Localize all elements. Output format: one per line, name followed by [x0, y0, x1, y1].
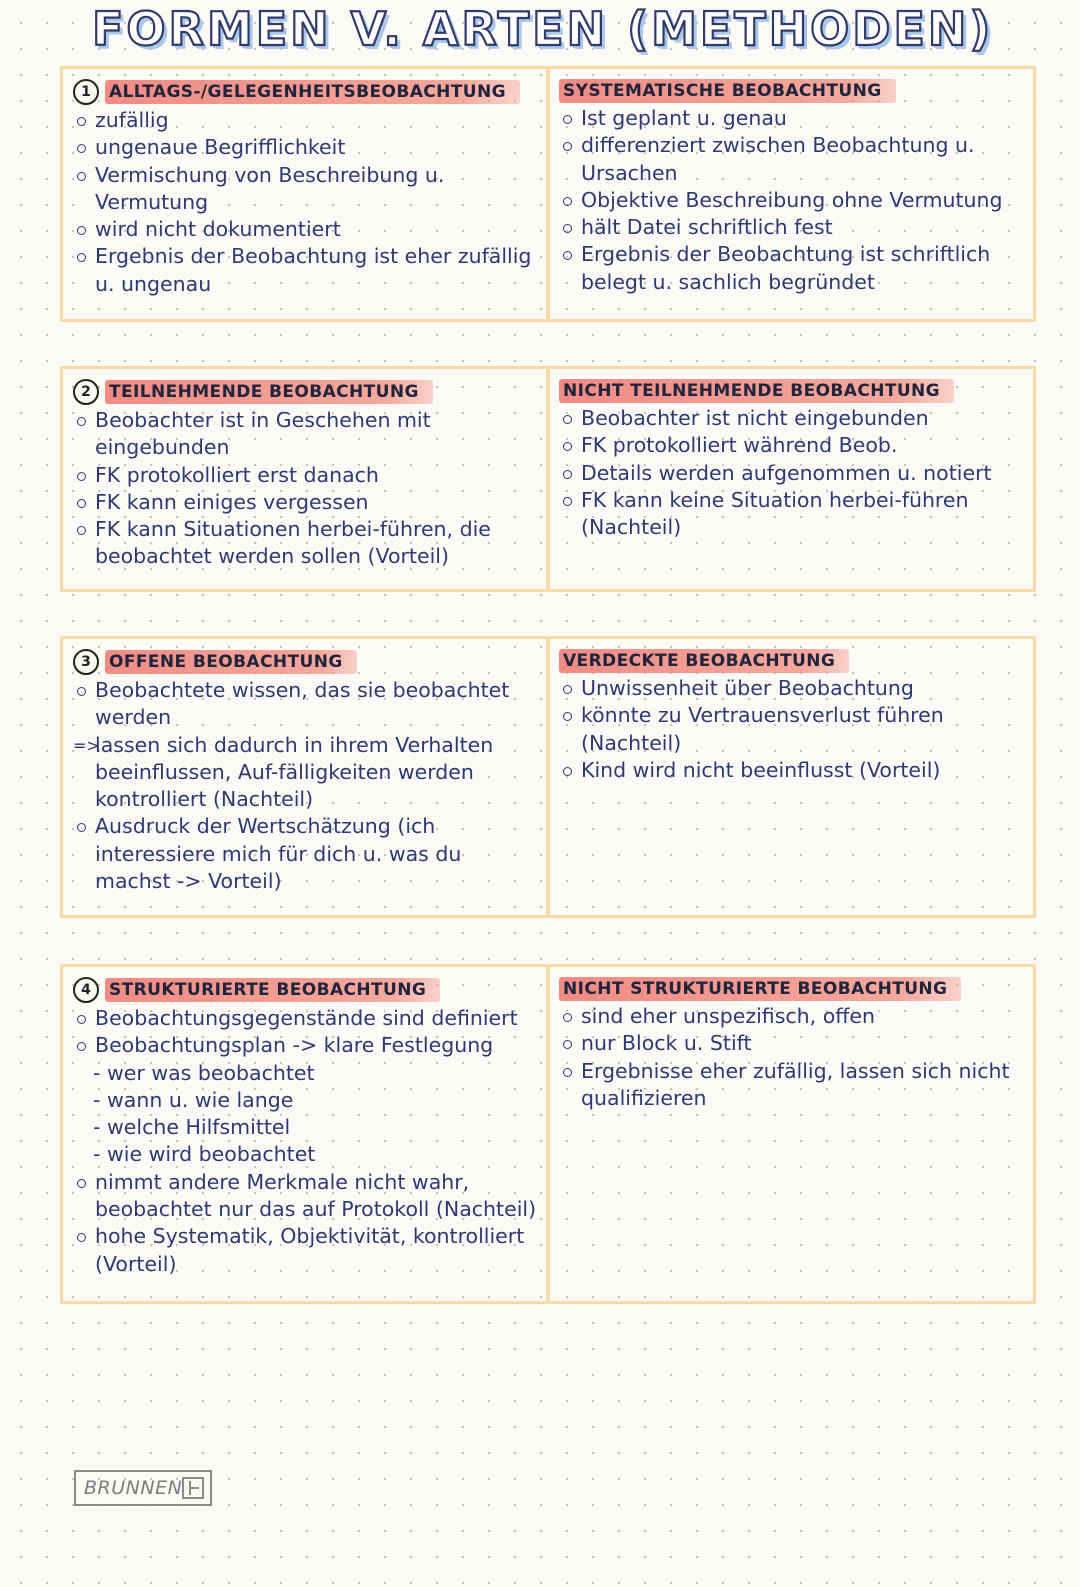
list-item: - wie wird beobachtet [73, 1141, 539, 1168]
bullet-list [559, 1003, 1025, 1112]
section-heading-text: OFFENE BEOBACHTUNG [105, 650, 357, 674]
section-heading [559, 649, 1025, 673]
list-item: Beobachtete wissen, das sie beobachtet werden [73, 677, 539, 732]
bullet-list [73, 407, 539, 571]
list-item: Objektive Beschreibung ohne Vermutung [559, 187, 1025, 214]
section-heading [73, 977, 539, 1003]
section-heading [559, 977, 1025, 1001]
brand-icon [182, 1477, 204, 1499]
section-4-right-box [546, 964, 1036, 1304]
page-title: FORMEN V. ARTEN (METHODEN) [92, 2, 994, 56]
list-item: nur Block u. Stift [559, 1030, 1025, 1057]
list-item: Ausdruck der Wertschätzung (ich interessiere mich für dich u. was du machst -> Vorteil) [73, 813, 539, 895]
list-item: Beobachtungsplan -> klare Festlegung [73, 1032, 539, 1059]
section-heading-text: NICHT TEILNEHMENDE BEOBACHTUNG [559, 379, 954, 403]
list-item: wird nicht dokumentiert [73, 216, 539, 243]
list-item: FK protokolliert erst danach [73, 462, 539, 489]
section-heading [73, 79, 539, 105]
bullet-list [73, 1005, 539, 1278]
list-item: hohe Systematik, Objektivität, kontrolliert (Vorteil) [73, 1223, 539, 1278]
list-item: Ist geplant u. genau [559, 105, 1025, 132]
section-heading [73, 649, 539, 675]
list-item: Ergebnisse eher zufällig, lassen sich nicht qualifizieren [559, 1058, 1025, 1113]
list-item: FK protokolliert während Beob. [559, 432, 1025, 459]
bullet-list [559, 105, 1025, 296]
section-2-right-box [546, 366, 1036, 592]
section-number: 4 [73, 977, 99, 1003]
section-heading-text: NICHT STRUKTURIERTE BEOBACHTUNG [559, 977, 961, 1001]
list-item: FK kann Situationen herbei-führen, die beobachtet werden sollen (Vorteil) [73, 516, 539, 571]
brand-name: BRUNNEN [84, 1477, 183, 1499]
section-3-right-box [546, 636, 1036, 918]
section-number: 3 [73, 649, 99, 675]
list-item: Details werden aufgenommen u. notiert [559, 460, 1025, 487]
list-item: Beobachter ist nicht eingebunden [559, 405, 1025, 432]
bullet-list [559, 405, 1025, 541]
list-item: könnte zu Vertrauensverlust führen (Nachteil) [559, 702, 1025, 757]
section-heading-text: SYSTEMATISCHE BEOBACHTUNG [559, 79, 896, 103]
section-1-right-box [546, 66, 1036, 322]
section-heading [559, 79, 1025, 103]
section-number: 1 [73, 79, 99, 105]
list-item: nimmt andere Merkmale nicht wahr, beobachtet nur das auf Protokoll (Nachteil) [73, 1169, 539, 1224]
list-item: Beobachtungsgegenstände sind definiert [73, 1005, 539, 1032]
list-item: Unwissenheit über Beobachtung [559, 675, 1025, 702]
section-heading-text: STRUKTURIERTE BEOBACHTUNG [105, 978, 440, 1002]
list-item: => lassen sich dadurch in ihrem Verhalten beeinflussen, Auf-fälligkeiten werden kontrolliert (Nachteil) [73, 732, 539, 814]
bullet-list [73, 107, 539, 298]
list-item: Ergebnis der Beobachtung ist eher zufällig u. ungenau [73, 243, 539, 298]
list-item: differenziert zwischen Beobachtung u. Ursachen [559, 132, 1025, 187]
section-2-left-box [60, 366, 550, 592]
list-item: zufällig [73, 107, 539, 134]
list-item: Kind wird nicht beeinflusst (Vorteil) [559, 757, 1025, 784]
section-1-left-box [60, 66, 550, 322]
list-item: FK kann keine Situation herbei-führen (Nachteil) [559, 487, 1025, 542]
brand-logo [74, 1470, 212, 1506]
section-number: 2 [73, 379, 99, 405]
list-item: FK kann einiges vergessen [73, 489, 539, 516]
list-item: Vermischung von Beschreibung u. Vermutung [73, 162, 539, 217]
list-item: ungenaue Begrifflichkeit [73, 134, 539, 161]
section-heading-text: ALLTAGS-/GELEGENHEITSBEOBACHTUNG [105, 80, 520, 104]
list-item: Ergebnis der Beobachtung ist schriftlich belegt u. sachlich begründet [559, 241, 1025, 296]
section-4-left-box [60, 964, 550, 1304]
section-heading [73, 379, 539, 405]
bullet-list [559, 675, 1025, 784]
list-item: hält Datei schriftlich fest [559, 214, 1025, 241]
section-heading [559, 379, 1025, 403]
list-item: - wann u. wie lange [73, 1087, 539, 1114]
list-item: - wer was beobachtet [73, 1060, 539, 1087]
section-heading-text: TEILNEHMENDE BEOBACHTUNG [105, 380, 433, 404]
list-item: - welche Hilfsmittel [73, 1114, 539, 1141]
bullet-list [73, 677, 539, 895]
section-heading-text: VERDECKTE BEOBACHTUNG [559, 649, 849, 673]
section-3-left-box [60, 636, 550, 918]
list-item: sind eher unspezifisch, offen [559, 1003, 1025, 1030]
list-item: Beobachter ist in Geschehen mit eingebunden [73, 407, 539, 462]
